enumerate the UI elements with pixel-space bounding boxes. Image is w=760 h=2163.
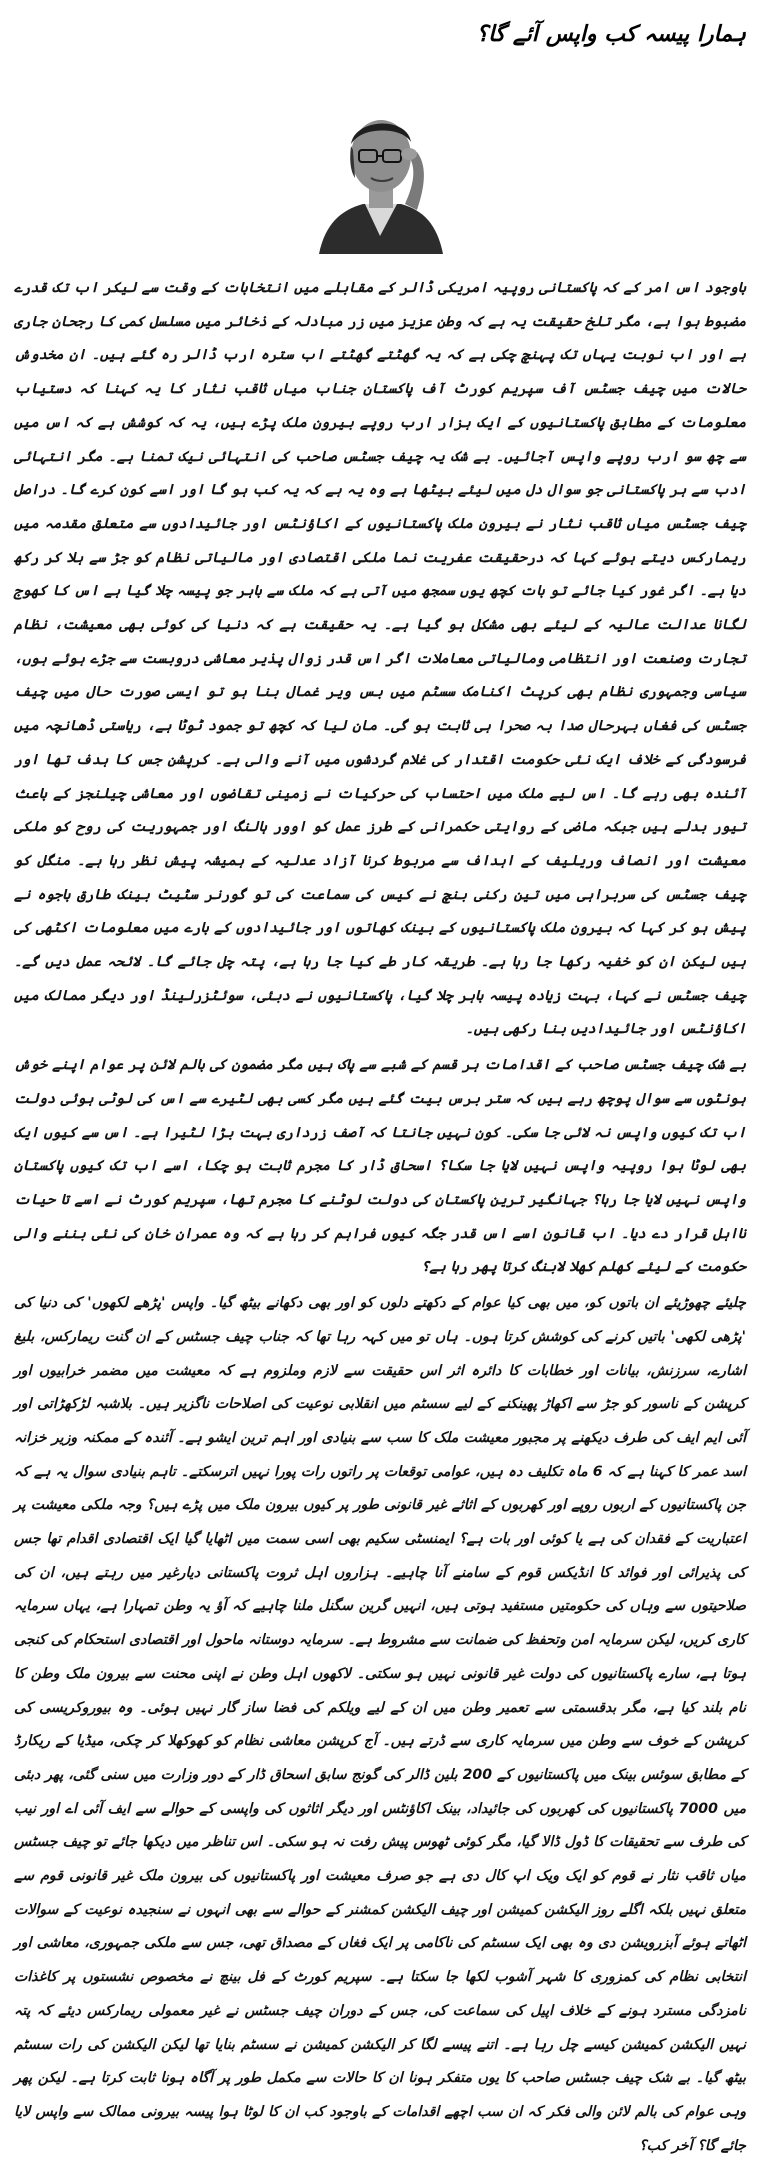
author-portrait-icon <box>305 106 455 254</box>
paragraph-1: باوجود اس امر کے کہ پاکستانی روپیہ امریکی ڈالر کے مقابلے میں انتخابات کے وقت سے لیکر اب تک قدرے مضبوط ہوا ہے، مگر تلخ حقیقت یہ ہے کہ وطن عزیز میں زر مبادلہ کے ذخائر میں مسلسل کمی کا رجحان جاری ہے اور اب نوبت یہاں تک پہنچ چکی ہے کہ یہ گھٹتے گھٹتے اب سترہ ارب ڈالر رہ گئے ہیں۔ ان مخدوش حالات میں چیف جسٹس آف سپریم کورٹ آف پاکستان جناب میاں ثاقب نثار کا یہ کہنا کہ دستیاب معلومات کے مطابق پاکستانیوں کے ایک ہزار ارب روپے بیرون ملک پڑے ہیں، یہ کہ کوشش ہے کہ اس میں سے چھ سو ارب روپے واپس آجائیں۔ بے شک یہ چیف جسٹس صاحب کی انتہائی نیک تمنا ہے۔ مگر انتہائی ادب سے ہر پاکستانی جو سوال دل میں لیئے بیٹھا ہے وہ یہ ہے کہ یہ کب ہو گا اور اسے کون کرے گا۔ دراصل چیف جسٹس میاں ثاقب نثار نے بیرون ملک پاکستانیوں کے اکاؤنٹس اور جائیدادوں سے متعلق مقدمہ میں ریمارکس دیتے ہوئے کہا کہ درحقیقت عفریت نما ملکی اقتصادی اور مالیاتی نظام کو جڑ سے ہلا کر رکھ دیا ہے۔ اگر غور کیا جائے تو بات کچھ یوں سمجھ میں آتی ہے کہ ملک سے باہر جو پیسہ چلا گیا ہے اس کا کھوج لگانا عدالت عالیہ کے لیئے بھی مشکل ہو گیا ہے۔ یہ حقیقت ہے کہ دنیا کی کوئی بھی معیشت، نظام تجارت وصنعت اور انتظامی ومالیاتی معاملات اگر اس قدر زوال پذیر معاشی دروبست سے جڑے ہوئے ہوں، سیاسی وجمہوری نظام بھی کرپٹ اکنامک سسٹم میں بس ویر غمال بنا ہو تو ایسی صورت حال میں چیف جسٹس کی فغاں بہرحال صدا بہ صحرا ہی ثابت ہو گی۔ مان لیا کہ کچھ تو جمود ٹوٹا ہے، ریاستی ڈھانچہ میں فرسودگی کے خلاف ایک نئی حکومت اقتدار کی غلام گردشوں میں آنے والی ہے۔ کرپشن جس کا ہدف تھا اور آئندہ بھی رہے گا۔ اس لیے ملک میں احتساب کی حرکیات نے زمینی تقاضوں اور معاشی چیلنجز کے باعث تیور بدلے ہیں جبکہ ماضی کے روایتی حکمرانی کے طرز عمل کو اوور ہالنگ اور جمہوریت کی روح کو ملکی معیشت اور انصاف وریلیف کے اہداف سے مربوط کرنا آزاد عدلیہ کے ہمیشہ پیش نظر رہا ہے۔ منگل کو چیف جسٹس کی سربراہی میں تین رکنی بنچ نے کیس کی سماعت کی تو گورنر سٹیٹ بینک طارق باجوہ نے پیش ہو کر کہا کہ بیرون ملک پاکستانیوں کے بینک کھاتوں اور جائیدادوں کے بارے میں معلومات اکٹھی کی ہیں لیکن ان کو خفیہ رکھا جا رہا ہے۔ طریقہ کار طے کیا جا رہا ہے، پتہ چل جائے گا۔ لائحہ عمل دیں گے۔ چیف جسٹس نے کہا، بہت زیادہ پیسہ باہر چلا گیا، پاکستانیوں نے دبئی، سوئٹزرلینڈ اور دیگر ممالک میں اکاؤنٹس اور جائیدادیں بنا رکھی ہیں۔ <box>14 280 746 1038</box>
article-body <box>14 272 746 2163</box>
paragraph-2: بے شک چیف جسٹس صاحب کے اقدامات ہر قسم کے شبے سے پاک ہیں مگر مضمون کی بالم لائن پر عوام اپنے خوش ہونٹوں سے سوال پوچھ رہے ہیں کہ ستر برس بیت گئے ہیں مگر کسی بھی لٹیرے سے اس کی لوٹی ہوئی دولت اب تک کیوں واپس نہ لائی جا سکی۔ کون نہیں جانتا کہ آصف زرداری بہت بڑا لٹیرا ہے۔ اس سے کیوں ایک بھی لوٹا ہوا روپیہ واپس نہیں لایا جا سکا؟ اسحاق ڈار کا مجرم ثابت ہو چکا، اسے اب تک کیوں پاکستان واپس نہیں لایا جا رہا؟ جہانگیر ترین پاکستان کی دولت لوٹنے کا مجرم تھا، سپریم کورٹ نے اسے تا حیات نااہل قرار دے دیا۔ اب قانون اسے اس قدر جگہ کیوں فراہم کر رہا ہے کہ وہ عمران خان کی نئی بننے والی حکومت کے لیئے کھلم کھلا لابنگ کرتا پھر رہا ہے؟ <box>14 1057 746 1276</box>
paragraph-3: چلیئے چھوڑیئے ان باتوں کو، میں بھی کیا عوام کے دکھتے دلوں کو اور بھی دکھانے بیٹھ گیا۔ واپس 'پڑھے لکھوں' کی دنیا کی 'پڑھی لکھی' باتیں کرنے کی کوشش کرتا ہوں۔ ہاں تو میں کہہ رہا تھا کہ جناب چیف جسٹس کے ان گنت ریمارکس، بلیغ اشارے، سرزنش، بیانات اور خطابات کا دائرہ اثر اس حقیقت سے لازم وملزوم ہے کہ معیشت میں مضمر خرابیوں اور کرپشن کے ناسور کو جڑ سے اکھاڑ پھینکنے کے لیے سسٹم میں انقلابی نوعیت کی اصلاحات ناگزیر ہیں۔ بلاشبہ لڑکھڑاتی اور آئی ایم ایف کی طرف دیکھنے پر مجبور معیشت ملک کا سب سے بنیادی اور اہم ترین ایشو ہے۔ آئندہ کے ممکنہ وزیر خزانہ اسد عمر کا کہنا ہے کہ 6 ماہ تکلیف دہ ہیں، عوامی توقعات پر راتوں رات پورا نہیں اترسکتے۔ تاہم بنیادی سوال یہ ہے کہ جن پاکستانیوں کے اربوں روپے اور کھربوں کے اثاثے غیر قانونی طور پر کیوں بیرون ملک میں پڑے ہیں؟ وجہ ملکی معیشت پر اعتباریت کے فقدان کی ہے یا کوئی اور بات ہے؟ ایمنسٹی سکیم بھی اسی سمت میں اٹھایا گیا ایک اقتصادی اقدام تھا جس کی پذیرائی اور فوائد کا انڈیکس قوم کے سامنے آنا چاہیے۔ ہزاروں اہل ثروت پاکستانی دیارغیر میں رہتے ہیں، ان کی صلاحیتوں سے وہاں کی حکومتیں مستفید ہوتی ہیں، انہیں گرین سگنل ملنا چاہیے کہ آؤ یہ وطن تمہارا ہے، یہاں سرمایہ کاری کریں، لیکن سرمایہ امن وتحفظ کی ضمانت سے مشروط ہے۔ سرمایہ دوستانہ ماحول اور اقتصادی استحکام کی کنجی ہوتا ہے، سارے پاکستانیوں کی دولت غیر قانونی نہیں ہو سکتی۔ لاکھوں اہل وطن نے اپنی محنت سے بیرون ملک وطن کا نام بلند کیا ہے، مگر بدقسمتی سے تعمیر وطن میں ان کے لیے ویلکم کی فضا ساز گار نہیں ہوئی۔ وہ بیوروکریسی کی کرپشن کے خوف سے وطن میں سرمایہ کاری سے ڈرتے ہیں۔ آج کرپشن معاشی نظام کو کھوکھلا کر چکی، میڈیا کے ریکارڈ کے مطابق سوئس بینک میں پاکستانیوں کے 200 بلین ڈالر کی گونج سابق اسحاق ڈار کے دور وزارت میں سنی گئی، پھر دبئی میں 7000 پاکستانیوں کی کھربوں کی جائیداد، بینک اکاؤنٹس اور دیگر اثاثوں کی واپسی کے حوالے سے ایف آئی اے اور نیب کی طرف سے تحقیقات کا ڈول ڈالا گیا، مگر کوئی ٹھوس پیش رفت نہ ہو سکی۔ اس تناظر میں دیکھا جائے تو چیف جسٹس میاں ثاقب نثار نے قوم کو ایک ویک اپ کال دی ہے جو صرف معیشت اور پاکستانیوں کی بیرون ملک غیر قانونی قوم سے متعلق نہیں بلکہ اگلے روز الیکشن کمیشن اور چیف الیکشن کمشنر کے حوالے سے بھی انہوں نے سنجیدہ نوعیت کے سوالات اٹھاتے ہوئے آبزرویشن دی وہ بھی ایک سسٹم کی ناکامی پر ایک فغاں کے مصداق تھی، جس سے ملکی جمہوری، معاشی اور انتخابی نظام کی کمزوری کا شہر آشوب لکھا جا سکتا ہے۔ سپریم کورٹ کے فل بینچ نے مخصوص نشستوں پر کاغذات نامزدگی مسترد ہونے کے خلاف اپیل کی سماعت کی، جس کے دوران چیف جسٹس نے غیر معمولی ریمارکس دیئے کہ پتہ نہیں الیکشن کمیشن کیسے چل رہا ہے۔ اتنے پیسے لگا کر الیکشن کمیشن نے سسٹم بنایا تھا لیکن الیکشن کی رات سسٹم بیٹھ گیا۔ بے شک چیف جسٹس صاحب کا یوں متفکر ہونا ان کا حالات سے مکمل طور پر آگاہ ہونا ثابت کرتا ہے۔ لیکن پھر وہی عوام کی بالم لائن والی فکر کہ ان سب اچھے اقدامات کے باوجود کب ان کا لوٹا ہوا پیسہ بیرونی ممالک سے واپس لایا جائے گا؟ آخر کب؟ <box>14 1295 747 2154</box>
title-row <box>14 0 746 50</box>
author-photo <box>305 106 455 254</box>
article-title: ہمارا پیسہ کب واپس آئے گا؟ <box>476 22 746 47</box>
